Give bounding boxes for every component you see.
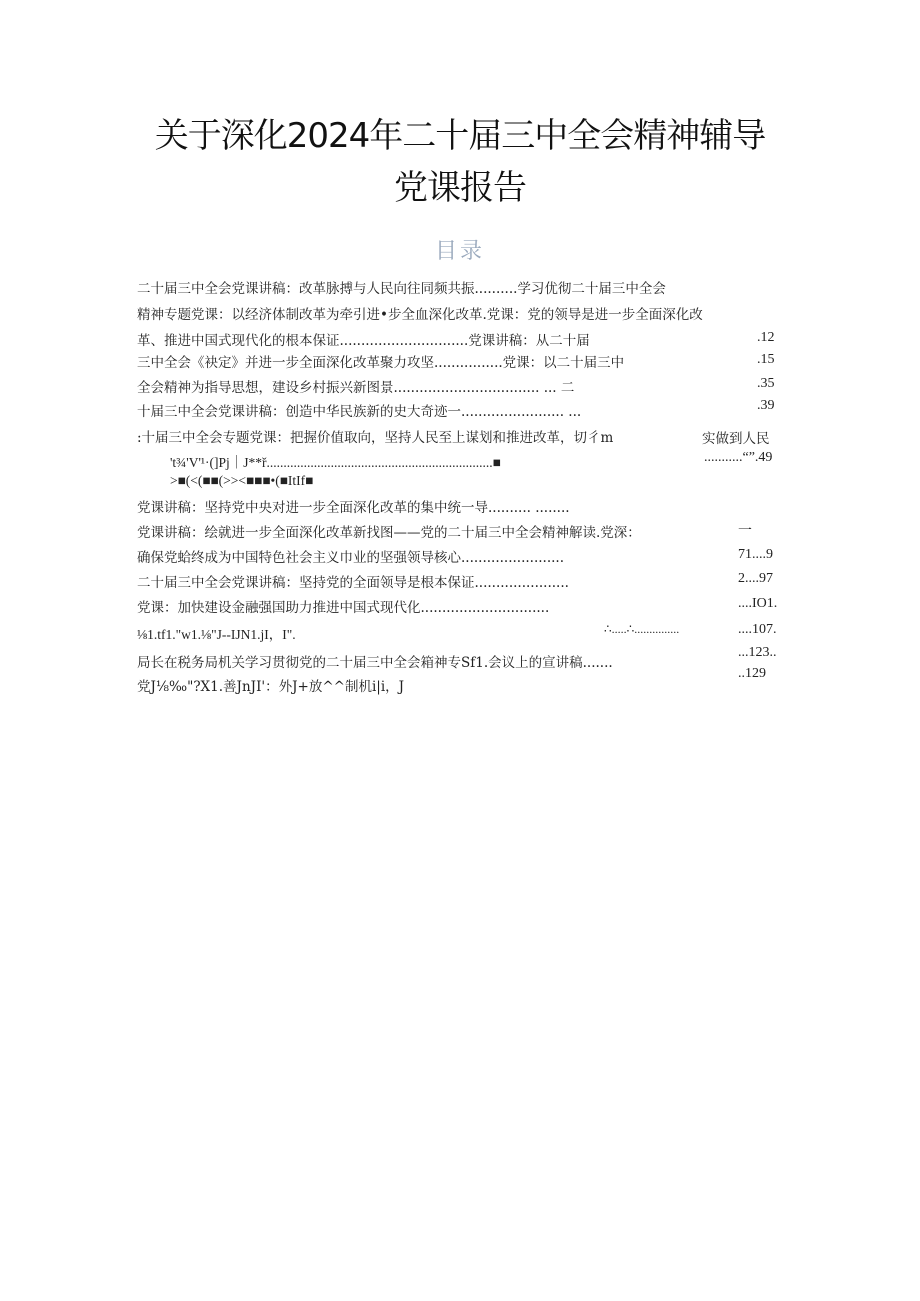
toc-line[interactable]: 革、推进中国式现代化的根本保证..............................党课讲稿：从二十届 <box>137 333 590 349</box>
toc-line[interactable]: 局长在税务局机关学习贯彻党的二十届三中全会箱神专Sf1.会议上的宣讲稿....... <box>137 655 613 671</box>
toc-line[interactable]: 't¾'V'¹·(]Pj｜J**ř...................................................................■ <box>170 455 501 470</box>
toc-line[interactable]: 二十届三中全会党课讲稿：坚持党的全面领导是根本保证...................... <box>137 575 569 591</box>
toc-heading: 目录 <box>434 239 485 264</box>
toc-line[interactable]: >■(<(■■(>><■■■•(■ItIf■ <box>170 473 314 488</box>
toc-page-number: ....IO1. <box>738 596 778 611</box>
toc-page-note: 实做到人民 <box>702 431 770 447</box>
toc-leader: ∴.....∴............... <box>604 622 680 636</box>
toc-line[interactable]: 全会精神为指导思想，建设乡村振兴新图景.................................. ... 二 <box>137 380 575 396</box>
toc-page-number: .35 <box>757 376 775 391</box>
toc-line[interactable]: 十届三中全会党课讲稿：创造中华民族新的史大奇迹一........................ ... <box>137 404 582 420</box>
toc-page-number: ...123.. <box>738 645 777 660</box>
toc-page-number: .15 <box>757 352 775 367</box>
toc-page-number: 2....97 <box>738 571 773 586</box>
toc-line[interactable]: 党J⅛‰"?X1.善JnJI'：外J+放^^制机i|i，J <box>137 679 405 695</box>
toc-line[interactable]: 党课：加快建设金融强国助力推进中国式现代化.............................. <box>137 600 550 616</box>
toc-line[interactable]: 二十届三中全会党课讲稿：改革脉搏与人民向往同频共振..........学习优彻二十届三中全会 <box>137 281 666 297</box>
toc-line[interactable]: 党课讲稿：绘就进一步全面深化改革新找图——党的二十届三中全会精神解读.党深： <box>137 525 641 541</box>
toc-line[interactable]: 精神专题党课：以经济体制改革为牵引进•步全血深化改革.党课：党的领导是进一步全面深化改 <box>137 307 703 323</box>
toc-page-number: .39 <box>757 398 775 413</box>
toc-line[interactable]: :十届三中全会专题党课：把握价值取向，坚持人民至上谋划和推进改革，切彳m <box>137 430 614 446</box>
toc-line[interactable]: 三中全会《袂定》并进一步全面深化改革聚力攻坚................党课：以二十届三中 <box>137 355 625 371</box>
toc-page-number: ...........“”.49 <box>704 450 773 465</box>
toc-line[interactable]: 党课讲稿：坚持党中央对进一步全面深化改革的集中统一导.......... ........ <box>137 500 570 516</box>
toc-page-note: 一 <box>738 524 752 539</box>
toc-page-number: 71....9 <box>738 547 773 562</box>
document-title-line-1: 关于深化2024年二十届三中全会精神辅导 <box>154 116 766 156</box>
toc-page-number: .12 <box>757 330 775 345</box>
document-title-line-2: 党课报告 <box>394 168 526 208</box>
toc-page-number: ..129 <box>738 666 766 681</box>
toc-line[interactable]: ⅛1.tf1."w1.⅛"J--IJN1.jI，I". <box>137 627 296 642</box>
toc-page-number: ....107. <box>738 622 777 637</box>
toc-line[interactable]: 确保党蛤终成为中国特色社会主义巾业的坚强领导核心........................ <box>137 550 564 566</box>
